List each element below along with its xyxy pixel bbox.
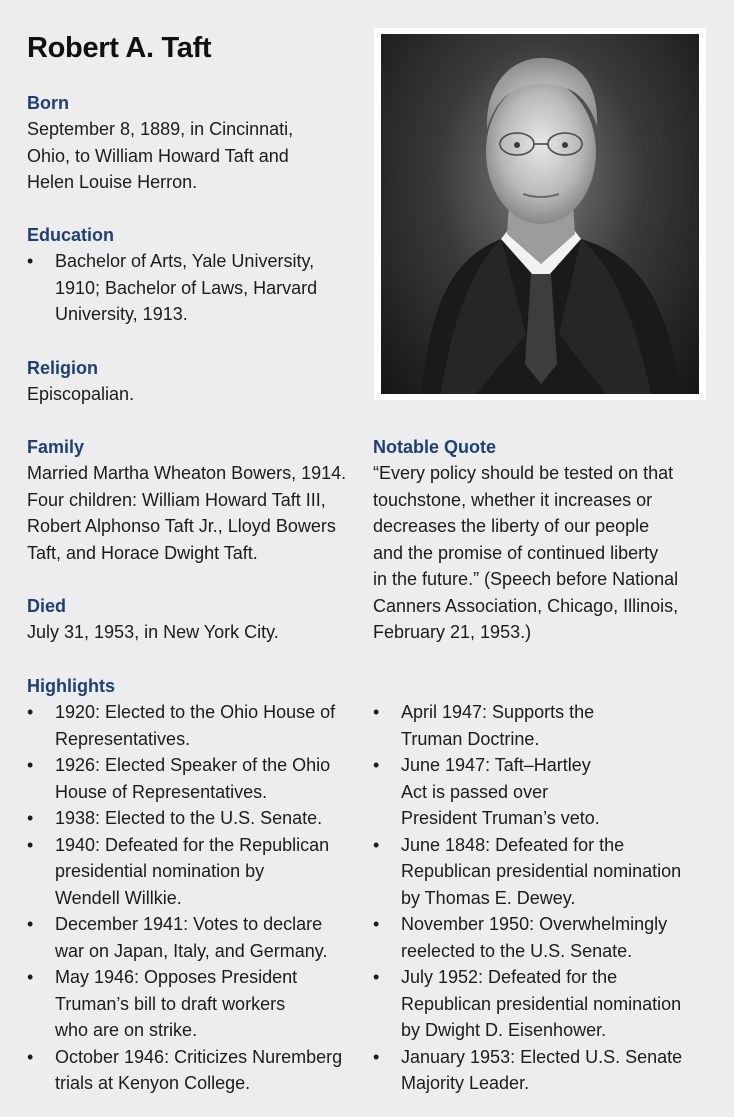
highlight-line: President Truman’s veto. <box>401 808 600 828</box>
list-item <box>27 752 372 805</box>
family-section <box>27 434 372 566</box>
family-line: Taft, and Horace Dwight Taft. <box>27 542 258 563</box>
list-item <box>373 911 718 964</box>
education-line: 1910; Bachelor of Laws, Harvard <box>55 277 318 298</box>
page-title: Robert A. Taft <box>27 32 212 64</box>
religion-text: Episcopalian. <box>27 384 135 404</box>
died-section <box>27 593 372 646</box>
highlights-right-list <box>373 699 718 1097</box>
highlight-line: • April 1947: Supports the <box>401 702 595 722</box>
highlight-line: Wendell Willkie. <box>55 887 182 908</box>
list-item <box>27 964 372 1044</box>
education-line: University, 1913. <box>55 304 188 324</box>
highlight-line: House of Representatives. <box>55 781 268 802</box>
highlight-line: Representatives. <box>55 728 191 749</box>
family-line: Robert Alphonso Taft Jr., Lloyd Bowers <box>27 516 336 536</box>
list-item <box>373 1044 718 1097</box>
highlight-line: • 1940: Defeated for the Republican <box>55 834 330 855</box>
list-item <box>27 911 372 964</box>
family-line: Married Martha Wheaton Bowers, 1914. <box>27 463 347 483</box>
highlight-line: war on Japan, Italy, and Germany. <box>55 940 328 961</box>
highlight-line: • 1920: Elected to the Ohio House of <box>55 702 336 722</box>
born-line: September 8, 1889, in Cincinnati, <box>27 119 294 139</box>
highlight-line: • June 1947: Taft–Hartley <box>401 755 591 775</box>
highlights-left-list <box>27 699 372 1097</box>
highlight-line: • 1938: Elected to the U.S. Senate. <box>55 808 323 828</box>
highlight-line: Majority Leader. <box>401 1073 530 1093</box>
highlight-line: • December 1941: Votes to declare <box>55 914 323 934</box>
highlight-line: reelected to the U.S. Senate. <box>401 940 633 961</box>
quote-line: February 21, 1953.) <box>373 622 532 642</box>
family-heading: Family <box>27 437 85 457</box>
education-line: • Bachelor of Arts, Yale University, <box>55 251 315 271</box>
list-item <box>27 699 372 752</box>
highlight-line: • October 1946: Criticizes Nuremberg <box>55 1046 343 1067</box>
list-item <box>27 805 372 832</box>
highlight-line: Truman Doctrine. <box>401 728 540 749</box>
religion-section <box>27 355 372 408</box>
quote-line: “Every policy should be tested on that <box>373 463 674 483</box>
list-item <box>27 832 372 912</box>
highlight-line: presidential nomination by <box>55 861 265 881</box>
quote-line: and the promise of continued liberty <box>373 542 659 563</box>
born-text <box>27 116 372 196</box>
list-item <box>27 1044 372 1097</box>
highlight-line: who are on strike. <box>55 1020 198 1040</box>
education-list <box>27 248 372 328</box>
list-item <box>373 699 718 752</box>
education-heading: Education <box>27 225 115 245</box>
quote-heading: Notable Quote <box>373 437 497 457</box>
highlight-line: • May 1946: Opposes President <box>55 967 298 987</box>
list-item <box>27 248 372 328</box>
list-item <box>373 964 718 1044</box>
quote-text <box>373 460 713 646</box>
highlight-line: • November 1950: Overwhelmingly <box>401 914 668 934</box>
highlight-line: Republican presidential nomination <box>401 861 682 881</box>
list-item <box>373 752 718 832</box>
highlight-line: • 1926: Elected Speaker of the Ohio <box>55 755 331 775</box>
died-text: July 31, 1953, in New York City. <box>27 622 279 642</box>
born-section <box>27 90 372 196</box>
quote-line: touchstone, whether it increases or <box>373 489 653 510</box>
education-section <box>27 222 372 328</box>
highlights-heading: Highlights <box>27 676 115 696</box>
portrait-illustration <box>381 34 699 394</box>
highlight-line: trials at Kenyon College. <box>55 1073 251 1093</box>
quote-line: decreases the liberty of our people <box>373 516 650 536</box>
quote-line: Canners Association, Chicago, Illinois, <box>373 595 679 616</box>
highlight-line: Republican presidential nomination <box>401 993 682 1014</box>
highlight-line: • January 1953: Elected U.S. Senate <box>401 1046 683 1067</box>
born-line: Ohio, to William Howard Taft and <box>27 145 289 166</box>
highlight-line: • July 1952: Defeated for the <box>401 967 618 987</box>
highlight-line: by Thomas E. Dewey. <box>401 887 576 908</box>
born-line: Helen Louise Herron. <box>27 172 198 192</box>
list-item <box>373 832 718 912</box>
born-heading: Born <box>27 93 69 113</box>
highlight-line: Act is passed over <box>401 781 549 802</box>
quote-section <box>373 434 713 646</box>
highlight-line: Truman’s bill to draft workers <box>55 993 286 1014</box>
portrait-photo <box>381 34 699 394</box>
family-text <box>27 460 372 566</box>
family-line: Four children: William Howard Taft III, <box>27 489 326 510</box>
highlight-line: by Dwight D. Eisenhower. <box>401 1020 607 1040</box>
died-heading: Died <box>27 596 67 616</box>
highlight-line: • June 1848: Defeated for the <box>401 834 625 855</box>
quote-line: in the future.” (Speech before National <box>373 569 679 589</box>
religion-heading: Religion <box>27 358 98 378</box>
